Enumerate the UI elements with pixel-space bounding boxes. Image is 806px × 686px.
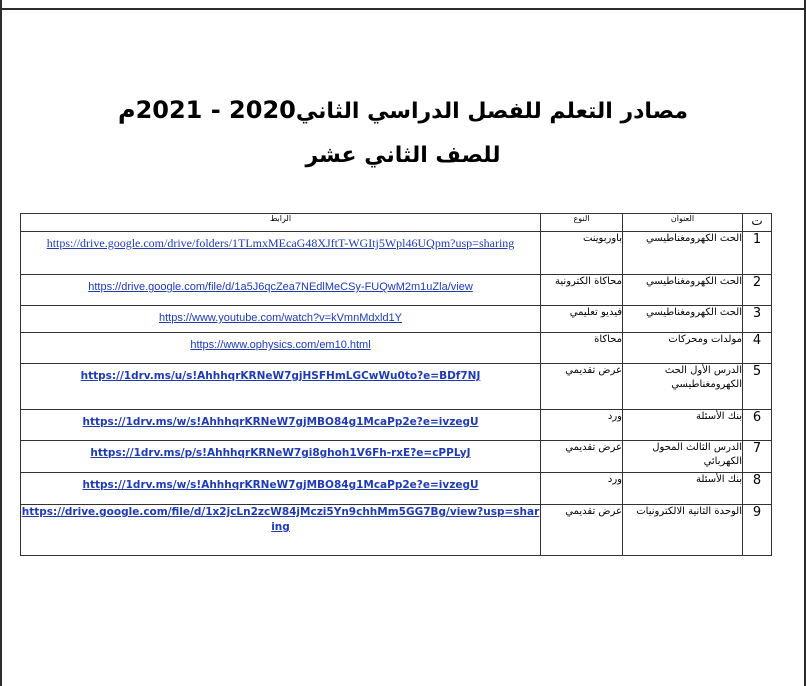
link-cell — [21, 275, 541, 306]
title-cell: بنك الأسئلة — [623, 473, 743, 505]
type-cell: عرض تقديمي — [541, 505, 623, 556]
type-cell: محاكاة — [541, 333, 623, 364]
link-cell — [21, 306, 541, 333]
number-cell: 4 — [743, 333, 772, 364]
table-row — [21, 306, 772, 333]
type-cell: ورد — [541, 410, 623, 441]
number-cell: 3 — [743, 306, 772, 333]
number-cell: 6 — [743, 410, 772, 441]
link-cell — [21, 473, 541, 505]
title-cell: الحث الكهرومغناطيسي — [623, 306, 743, 333]
type-cell: محاكاة الكترونية — [541, 275, 623, 306]
table-row — [21, 364, 772, 410]
type-cell: باوربوينت — [541, 232, 623, 275]
number-cell: 2 — [743, 275, 772, 306]
title-year: 2020 - 2021م — [117, 96, 296, 124]
title-cell: مولدات ومحركات — [623, 333, 743, 364]
title-cell: الدرس الأول الحث الكهرومغناطيسي — [623, 364, 743, 410]
resource-link[interactable]: https://1drv.ms/w/s!AhhhqrKRNeW7gjMBO84g1McaPp2e?e=ivzegU — [82, 416, 479, 428]
number-cell: 7 — [743, 441, 772, 473]
link-cell — [21, 410, 541, 441]
header-type: النوع — [541, 214, 623, 232]
number-cell: 5 — [743, 364, 772, 410]
type-cell: ورد — [541, 473, 623, 505]
document-title — [0, 96, 806, 124]
title-cell: الحث الكهرومغناطيسي — [623, 232, 743, 275]
table-row — [21, 473, 772, 505]
link-cell — [21, 364, 541, 410]
table-row — [21, 505, 772, 556]
title-cell: الوحدة الثانية الالكترونيات — [623, 505, 743, 556]
resource-link[interactable]: https://drive.google.com/file/d/1x2jcLn2zcW84jMczi5Yn9chhMm5GG7Bg/view?usp=sharing — [21, 506, 540, 533]
type-cell: عرض تقديمي — [541, 441, 623, 473]
table-row — [21, 333, 772, 364]
resources-table — [20, 213, 772, 556]
number-cell: 8 — [743, 473, 772, 505]
header-number: ت — [743, 214, 772, 232]
header-title: العنوان — [623, 214, 743, 232]
link-cell — [21, 505, 541, 556]
header-link: الرابط — [21, 214, 541, 232]
window-top-edge — [0, 0, 806, 10]
number-cell: 9 — [743, 505, 772, 556]
number-cell: 1 — [743, 232, 772, 275]
link-cell — [21, 441, 541, 473]
resource-link[interactable]: https://1drv.ms/p/s!AhhhqrKRNeW7gi8ghoh1V6Fh-rxE?e=cPPLyJ — [90, 447, 471, 459]
title-cell: الدرس الثالث المحول الكهربائي — [623, 441, 743, 473]
resource-link[interactable]: https://drive.google.com/drive/folders/1TLmxMEcaG48XJftT-WGItj5Wpl46UQpm?usp=sharing — [46, 236, 515, 250]
type-cell: فيديو تعليمي — [541, 306, 623, 333]
document-subtitle: للصف الثاني عشر — [305, 143, 501, 168]
table-row — [21, 232, 772, 275]
type-cell: عرض تقديمي — [541, 364, 623, 410]
resource-link[interactable]: https://drive.google.com/file/d/1a5J6qcZea7NEdlMeCSy-FUQwM2m1uZla/view — [88, 281, 473, 293]
title-cell: الحث الكهرومغناطيسي — [623, 275, 743, 306]
table-row — [21, 410, 772, 441]
resource-link[interactable]: https://www.ophysics.com/em10.html — [190, 339, 371, 351]
table-row — [21, 275, 772, 306]
table-header-row — [21, 214, 772, 232]
link-cell — [21, 333, 541, 364]
resource-link[interactable]: https://1drv.ms/w/s!AhhhqrKRNeW7gjMBO84g1McaPp2e?e=ivzegU — [82, 479, 479, 491]
link-cell — [21, 232, 541, 275]
table-row — [21, 441, 772, 473]
title-cell: بنك الأسئلة — [623, 410, 743, 441]
resource-link[interactable]: https://1drv.ms/u/s!AhhhqrKRNeW7gjHSFHmLGCwWu0to?e=BDf7NJ — [80, 370, 481, 382]
title-text: مصادر التعلم للفصل الدراسي الثاني — [295, 99, 688, 124]
resource-link[interactable]: https://www.youtube.com/watch?v=kVmnMdxld1Y — [158, 312, 403, 324]
